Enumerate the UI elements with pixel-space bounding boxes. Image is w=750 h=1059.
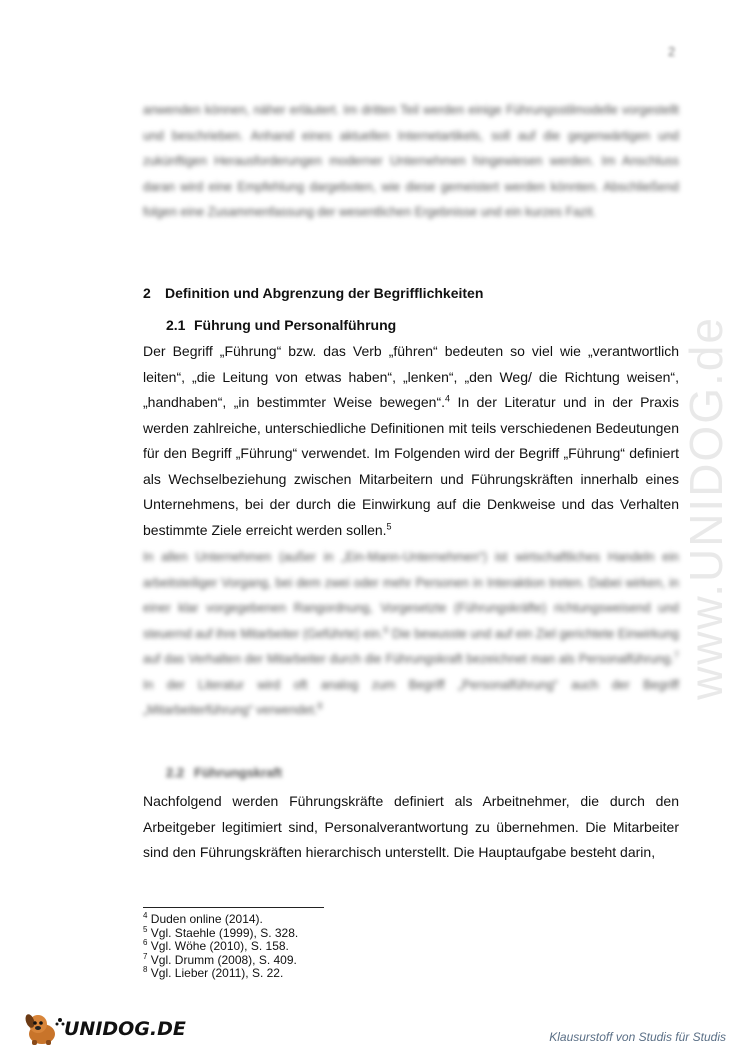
intro-paragraph-blurred xyxy=(143,98,679,226)
paragraph-text: In der Literatur und in der Praxis werden zahlreiche, unterschiedliche Definitionen mit teils verschiedenen Bedeutungen für den Begriff „Führung“ verwendet. Im Folgenden wird der Begriff „Führung“ definiert als Wechselbeziehung zwischen Mitarbeitern und Führungskräften innerhalb eines Unternehmens, bei der durch die Einwirkung auf die Denkweise und das Verhalten bestimmte Ziele erreicht werden sollen. xyxy=(143,394,679,538)
footnote-mark: 4 xyxy=(143,911,148,920)
footnote-mark: 5 xyxy=(143,924,148,934)
blurred-text: Die bewusste und auf ein Ziel gerichtete Einwirkung auf das Verhalten der Mitarbeiter durch die Führungskraft bezeichnet man als Personalführung. xyxy=(143,626,679,666)
section-2-2-title: Führungskraft xyxy=(194,765,283,780)
page-number: 2 xyxy=(668,44,676,59)
blurred-text: In der Literatur wird oft analog zum Begriff „Personalführung“ auch der Begriff „Mitarbeiterführung“ verwendet. xyxy=(143,677,679,717)
section-2-2-heading xyxy=(166,765,282,780)
footnote-mark: 7 xyxy=(143,951,148,961)
section-2-1-heading xyxy=(166,317,396,333)
footnote-ref-6: 6 xyxy=(383,624,389,635)
footnote-ref-7: 7 xyxy=(673,649,679,660)
footnote-mark: 8 xyxy=(143,965,148,974)
section-2-1-paragraph xyxy=(143,339,679,543)
intro-text: anwenden können, näher erläutert. Im dritten Teil werden einige Führungsstilmodelle vorgestellt und beschrieben. Anhand eines aktuellen Internetartikels, soll auf die gegenwärtigen und zukünftigen Herausforderungen moderner Unternehmen hingewiesen werden. Im Anschluss daran wird eine Empfehlung dargeboten, wie diese gemeistert werden könnten. Abschließend folgen eine Zusammenfassung der wesentlichen Ergebnisse und ein kurzes Fazit. xyxy=(143,103,679,219)
footnote-text: Vgl. Drumm (2008), S. 409. xyxy=(150,952,297,967)
blurred-text: In allen Unternehmen (außer in „Ein-Mann-Unternehmen“) ist wirtschaftliches Handeln ein arbeitsteiliger Vorgang, bei dem zwei oder mehr Personen in Interaktion treten. Dabei wirken, in einer klar vorgegebenen Rangordnung, Vorgesetzte (Führungskräfte) richtungsweisend und steuernd auf ihre Mitarbeiter (Geführte) ein. xyxy=(143,550,679,641)
section-2-1-blurred-paragraph xyxy=(143,545,679,724)
dog-mascot-icon xyxy=(22,1012,66,1046)
footnote-ref-8: 8 xyxy=(317,700,323,711)
section-2-number: 2 xyxy=(143,285,151,301)
footnote-ref-5[interactable]: 5 xyxy=(386,520,392,531)
footnote-8 xyxy=(143,967,298,981)
footnote-text: Vgl. Staehle (1999), S. 328. xyxy=(150,925,299,940)
section-2-title: Definition und Abgrenzung der Begrifflichkeiten xyxy=(165,285,484,301)
section-2-1-title: Führung und Personalführung xyxy=(194,317,397,333)
footnote-mark: 6 xyxy=(143,938,148,947)
section-2-1-number: 2.1 xyxy=(166,317,186,333)
footnote-text: Duden online (2014). xyxy=(150,912,263,926)
paragraph-text: Nachfolgend werden Führungskräfte definiert als Arbeitnehmer, die durch den Arbeitgeber legitimiert sind, Personalverantwortung zu übernehmen. Die Mitarbeiter sind den Führungskräften hierarchisch unterstellt. Die Hauptaufgabe besteht darin, xyxy=(143,793,679,860)
paragraph-text: Der Begriff „Führung“ bzw. das Verb „führen“ bedeuten so viel wie „verantwortlich leiten“, „die Leitung von etwas haben“, „lenken“, „den Weg/ die Richtung weisen“, „handhaben“, „in bestimmter Weise bewegen“. xyxy=(143,343,679,410)
section-2-heading xyxy=(143,285,483,301)
footnote-text: Vgl. Lieber (2011), S. 22. xyxy=(150,966,284,980)
footnote-text: Vgl. Wöhe (2010), S. 158. xyxy=(150,939,289,953)
footnote-4 xyxy=(143,913,298,927)
footnote-5 xyxy=(143,924,299,941)
footnote-7 xyxy=(143,951,298,968)
watermark-text: www.UNIDOG.de xyxy=(680,316,732,700)
section-2-2-number: 2.2 xyxy=(166,765,185,780)
footer-tagline: Klausurstoff von Studis für Studis xyxy=(549,1030,726,1044)
footnotes xyxy=(143,913,298,981)
unidog-logo[interactable] xyxy=(22,1012,186,1046)
footnote-separator xyxy=(143,907,324,908)
footnote-ref-4[interactable]: 4 xyxy=(445,393,451,404)
logo-text: UNIDOG.DE xyxy=(64,1018,186,1040)
section-2-2-paragraph xyxy=(143,789,679,866)
footnote-6 xyxy=(143,940,298,954)
